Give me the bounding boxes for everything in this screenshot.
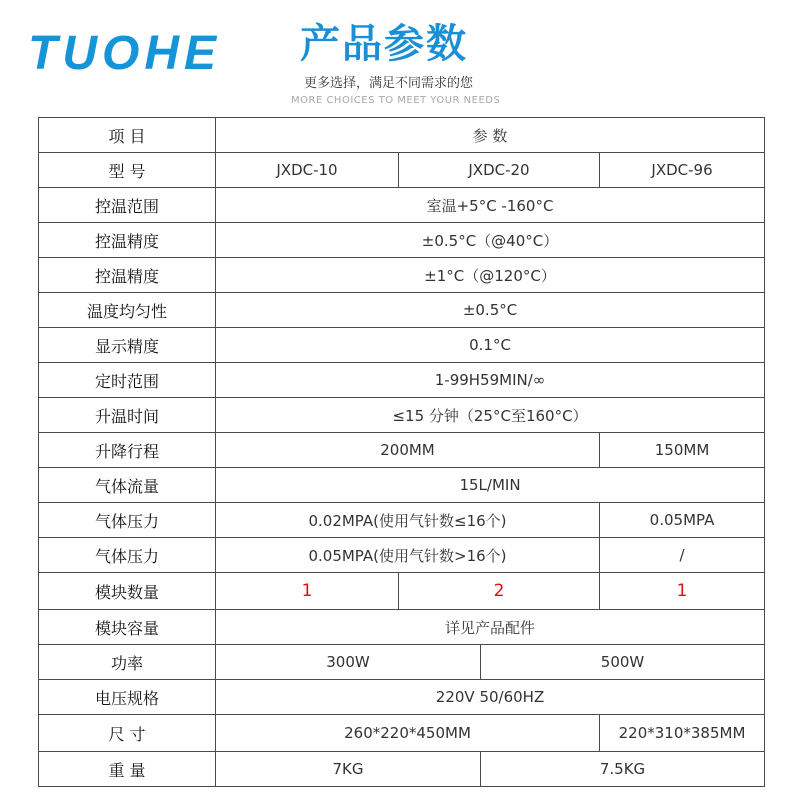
row-value: 7KG (216, 752, 481, 787)
brand-logo: TUOHE (28, 27, 221, 80)
module-count-cell: 2 (399, 573, 600, 610)
row-label: 气体压力 (39, 503, 216, 538)
row-value: 220V 50/60HZ (216, 680, 765, 715)
row-value: 220*310*385MM (600, 715, 765, 752)
row-label: 控温精度 (39, 223, 216, 258)
header-item-label: 项 目 (39, 118, 216, 153)
table-row-module-count (39, 573, 765, 610)
model-cell: JXDC-20 (399, 153, 600, 188)
table-row-size (39, 715, 765, 752)
table-row-module-capacity (39, 610, 765, 645)
row-label: 功率 (39, 645, 216, 680)
row-value: 室温+5°C -160°C (216, 188, 765, 223)
table-row-temp-precision-2 (39, 258, 765, 293)
row-value: ±0.5°C（@40°C） (216, 223, 765, 258)
table-row-stroke (39, 433, 765, 468)
row-label: 定时范围 (39, 363, 216, 398)
table-row-uniformity (39, 293, 765, 328)
row-label: 升降行程 (39, 433, 216, 468)
row-value: 150MM (600, 433, 765, 468)
row-label: 尺 寸 (39, 715, 216, 752)
row-label: 升温时间 (39, 398, 216, 433)
row-label: 气体压力 (39, 538, 216, 573)
module-count-cell: 1 (600, 573, 765, 610)
page-title: 产品参数 (300, 21, 468, 67)
table-row-weight (39, 752, 765, 787)
row-label: 温度均匀性 (39, 293, 216, 328)
row-label: 控温范围 (39, 188, 216, 223)
row-value: ≤15 分钟（25°C至160°C） (216, 398, 765, 433)
row-value: 200MM (216, 433, 600, 468)
row-value: ±1°C（@120°C） (216, 258, 765, 293)
table-row-timer-range (39, 363, 765, 398)
row-value: 260*220*450MM (216, 715, 600, 752)
table-row-temp-precision-1 (39, 223, 765, 258)
row-value: 500W (481, 645, 765, 680)
page-subtitle: 更多选择，满足不同需求的您 (304, 76, 474, 91)
row-label: 电压规格 (39, 680, 216, 715)
row-value: ±0.5°C (216, 293, 765, 328)
page-subtitle-english: MORE CHOICES TO MEET YOUR NEEDS (291, 95, 501, 106)
row-label: 型 号 (39, 153, 216, 188)
row-label: 模块容量 (39, 610, 216, 645)
row-value: 300W (216, 645, 481, 680)
table-row-power (39, 645, 765, 680)
table-row-gas-flow (39, 468, 765, 503)
row-value: 0.05MPA(使用气针数>16个) (216, 538, 600, 573)
table-row-temp-range (39, 188, 765, 223)
row-label: 气体流量 (39, 468, 216, 503)
table-row-display-precision (39, 328, 765, 363)
table-row-gas-pressure-1 (39, 503, 765, 538)
row-value: 0.02MPA(使用气针数≤16个) (216, 503, 600, 538)
row-value: 0.1°C (216, 328, 765, 363)
module-count-cell: 1 (216, 573, 399, 610)
table-row-heat-time (39, 398, 765, 433)
row-value: 0.05MPA (600, 503, 765, 538)
table-header-row (39, 118, 765, 153)
spec-table (38, 117, 765, 787)
row-value: 7.5KG (481, 752, 765, 787)
row-label: 重 量 (39, 752, 216, 787)
row-value: 15L/MIN (216, 468, 765, 503)
model-cell: JXDC-10 (216, 153, 399, 188)
table-row-model (39, 153, 765, 188)
header-param-label: 参 数 (216, 118, 765, 153)
row-label: 显示精度 (39, 328, 216, 363)
model-cell: JXDC-96 (600, 153, 765, 188)
table-row-voltage (39, 680, 765, 715)
row-value: / (600, 538, 765, 573)
row-value: 详见产品配件 (216, 610, 765, 645)
row-label: 控温精度 (39, 258, 216, 293)
row-value: 1-99H59MIN/∞ (216, 363, 765, 398)
table-row-gas-pressure-2 (39, 538, 765, 573)
row-label: 模块数量 (39, 573, 216, 610)
